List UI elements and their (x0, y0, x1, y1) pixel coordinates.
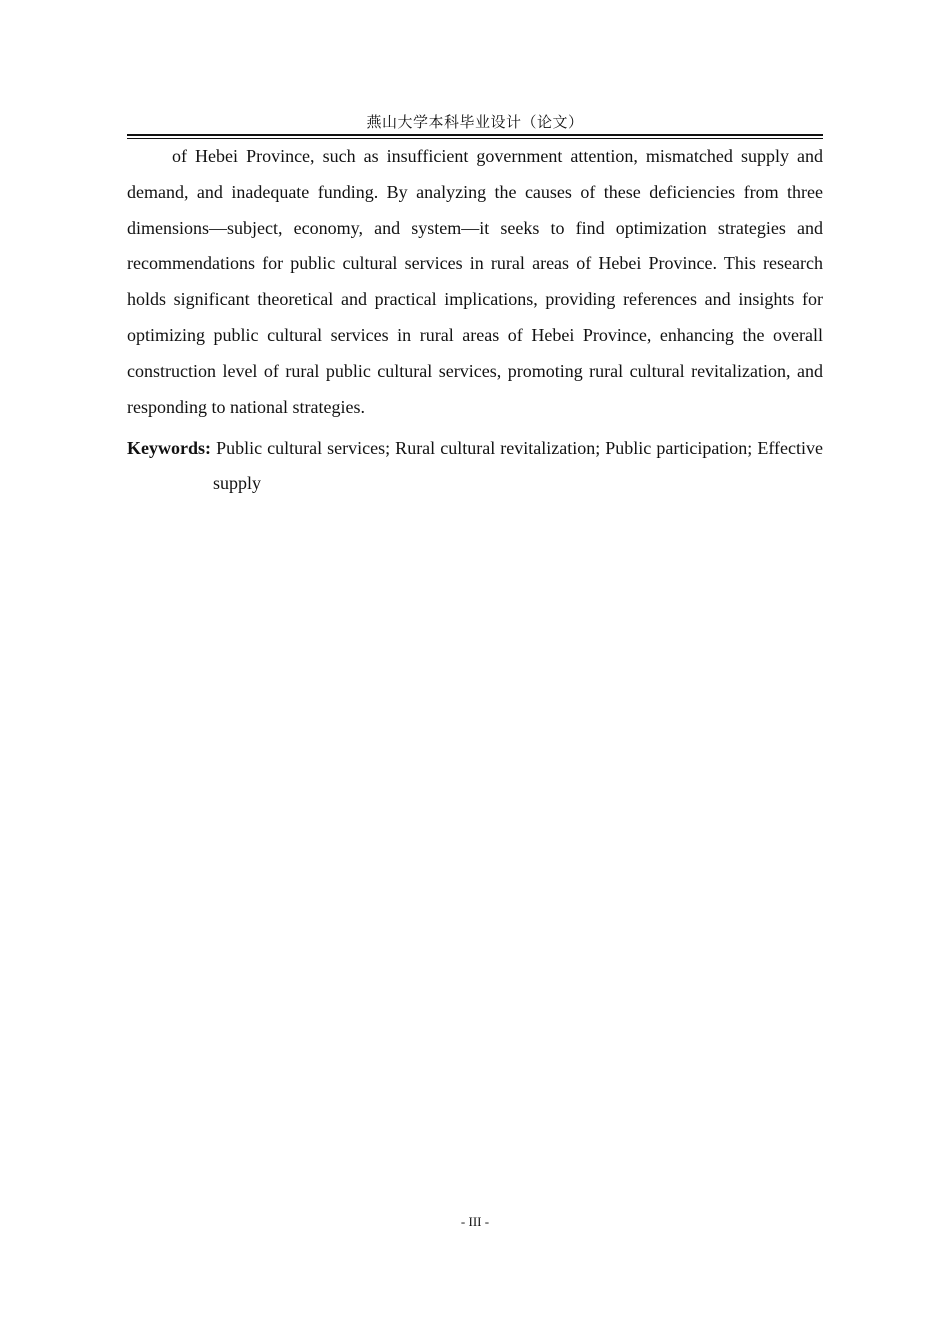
abstract-paragraph: of Hebei Province, such as insufficient government attention, mismatched supply and demand, and inadequate funding. By analyzing the causes of these deficiencies from three dimensions—subject, economy, and system—it seeks to find optimization strategies and recommendations for public cultural services in rural areas of Hebei Province. This research holds significant theoretical and practical implications, providing references and insights for optimizing public cultural services in rural areas of Hebei Province, enhancing the overall construction level of rural public cultural services, promoting rural cultural revitalization, and responding to national strategies. (127, 146, 823, 417)
keywords-text: Public cultural services; Rural cultural revitalization; Public participation; Effective supply (213, 438, 823, 493)
page-number: - III - (460, 1214, 490, 1229)
header-rule-thick (127, 134, 823, 136)
keywords-block (127, 431, 823, 501)
page-header-title: 燕山大学本科毕业设计（论文） (366, 115, 584, 131)
keywords-label: Keywords: (127, 438, 211, 458)
